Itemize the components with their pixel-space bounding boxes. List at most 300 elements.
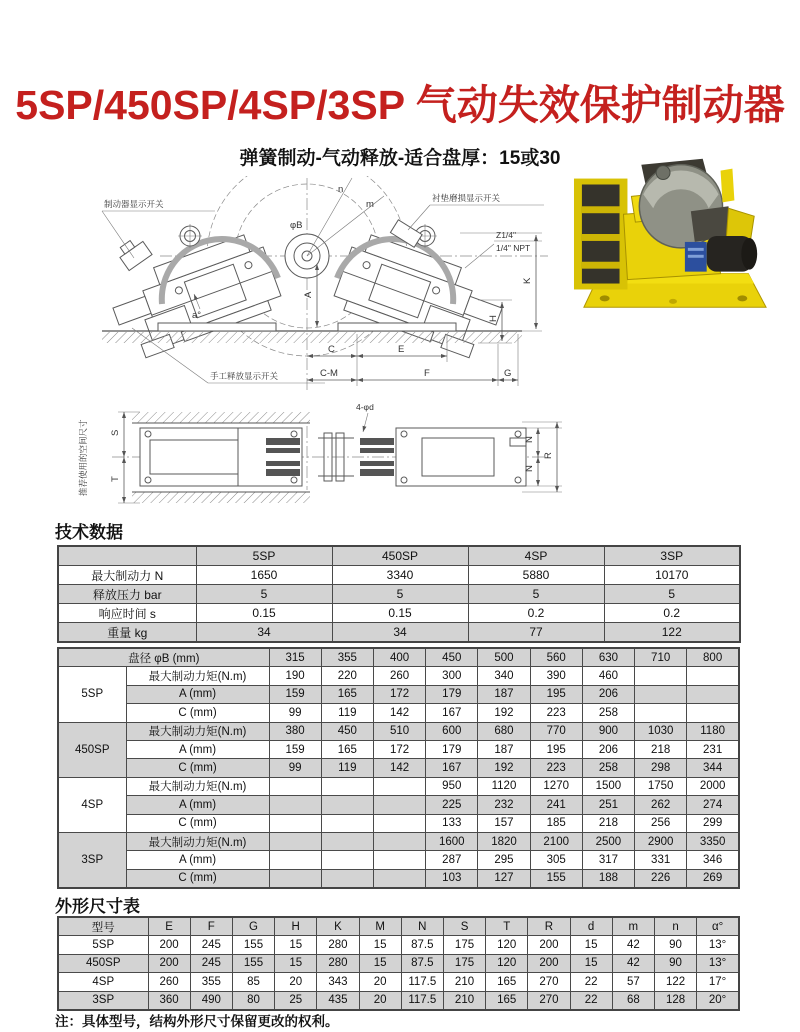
value-cell: 218 (582, 814, 634, 832)
tech-data-grid (57, 545, 741, 643)
dim-K: K (522, 277, 533, 284)
dim-column-header: α° (697, 917, 739, 936)
table-row (58, 814, 739, 832)
value-cell: 90 (654, 936, 696, 954)
value-cell: 2100 (530, 832, 582, 850)
table-row (58, 973, 739, 991)
value-cell (321, 869, 373, 888)
value-cell (321, 832, 373, 850)
table-row (58, 832, 739, 850)
model-column-header: 4SP (468, 546, 604, 566)
value-cell: 299 (687, 814, 739, 832)
value-cell: 258 (582, 704, 634, 722)
value-cell: 210 (443, 973, 485, 991)
value-cell: 187 (478, 685, 530, 703)
photo-bolt-hole (669, 299, 677, 304)
value-cell: 510 (373, 722, 425, 740)
page-title: 5SP/450SP/4SP/3SP 气动失效保护制动器 (15, 82, 785, 128)
row-label: 最大制动力矩(N.m) (126, 777, 269, 795)
dim-column-header: n (654, 917, 696, 936)
value-cell: 2500 (582, 832, 634, 850)
value-cell: 165 (321, 685, 373, 703)
value-cell: 179 (426, 685, 478, 703)
value-cell: 13° (697, 954, 739, 972)
value-cell: 87.5 (401, 954, 443, 972)
value-cell: 262 (635, 796, 687, 814)
dim-angle: a° (192, 310, 202, 321)
value-cell: 85 (232, 973, 274, 991)
photo-left-bar (582, 262, 620, 269)
value-cell: 120 (486, 954, 528, 972)
diameter-header-cell: 560 (530, 648, 582, 667)
value-cell: 155 (232, 936, 274, 954)
value-cell (635, 704, 687, 722)
brake-engineering-drawing (70, 176, 580, 518)
value-cell (687, 704, 739, 722)
photo-cylinder-end (741, 238, 757, 270)
value-cell: 360 (148, 991, 190, 1010)
value-cell: 251 (582, 796, 634, 814)
value-cell: 245 (190, 936, 232, 954)
value-cell: 1180 (687, 722, 739, 740)
value-cell: 770 (530, 722, 582, 740)
value-cell: 5 (604, 585, 740, 604)
value-cell: 300 (426, 667, 478, 685)
value-cell: 68 (612, 991, 654, 1010)
value-cell: 355 (190, 973, 232, 991)
value-cell: 298 (635, 759, 687, 777)
value-cell: 120 (486, 936, 528, 954)
value-cell: 5 (196, 585, 332, 604)
value-cell: 119 (321, 704, 373, 722)
model-label: 3SP (58, 991, 148, 1010)
value-cell: 3350 (687, 832, 739, 850)
value-cell: 260 (148, 973, 190, 991)
value-cell: 80 (232, 991, 274, 1010)
model-column-header: 5SP (196, 546, 332, 566)
value-cell: 220 (321, 667, 373, 685)
dim-R: R (543, 452, 554, 459)
value-cell: 1600 (426, 832, 478, 850)
brake-switch-part (115, 235, 152, 271)
brake-photo-illustration (572, 156, 775, 314)
value-cell: 218 (635, 740, 687, 758)
value-cell: 460 (582, 667, 634, 685)
dim-column-header: H (275, 917, 317, 936)
value-cell: 5 (332, 585, 468, 604)
value-cell: 34 (196, 623, 332, 643)
table-row (58, 917, 739, 936)
disc-diameter-table (57, 647, 740, 889)
callout-pad-wear-switch: 衬垫磨损显示开关 (432, 193, 501, 203)
value-cell: 245 (190, 954, 232, 972)
value-cell: 200 (528, 954, 570, 972)
holes-leader (363, 413, 368, 432)
value-cell: 223 (530, 704, 582, 722)
value-cell: 490 (190, 991, 232, 1010)
row-label: 重量 kg (58, 623, 196, 643)
dim-F: F (424, 368, 430, 379)
value-cell: 343 (317, 973, 359, 991)
table-row (58, 566, 740, 585)
dim-S: S (110, 429, 121, 436)
value-cell: 175 (443, 936, 485, 954)
value-cell (635, 667, 687, 685)
table-row (58, 759, 739, 777)
row-label: C (mm) (126, 814, 269, 832)
value-cell: 1650 (196, 566, 332, 585)
table-row (58, 623, 740, 643)
value-cell: 133 (426, 814, 478, 832)
value-cell: 231 (687, 740, 739, 758)
row-label: 释放压力 bar (58, 585, 196, 604)
dim-N-top: N (524, 436, 535, 443)
value-cell: 600 (426, 722, 478, 740)
value-cell (269, 777, 321, 795)
value-cell: 1820 (478, 832, 530, 850)
dim-phi-b: φB (290, 220, 303, 231)
disc-diameter-header: 盘径 φB (mm) (58, 648, 269, 667)
value-cell: 155 (530, 869, 582, 888)
dim-column-header: d (570, 917, 612, 936)
value-cell: 1500 (582, 777, 634, 795)
row-label: 最大制动力矩(N.m) (126, 667, 269, 685)
value-cell: 380 (269, 722, 321, 740)
value-cell: 195 (530, 740, 582, 758)
dim-A: A (303, 291, 314, 298)
table-row (58, 954, 739, 972)
photo-bolt-hole (737, 295, 747, 301)
value-cell: 280 (317, 954, 359, 972)
dim-E: E (398, 344, 405, 355)
value-cell: 190 (269, 667, 321, 685)
value-cell: 87.5 (401, 936, 443, 954)
callout-port-thread: 1/4" NPT (496, 243, 531, 253)
row-label: 响应时间 s (58, 604, 196, 623)
photo-bolt-hole (600, 295, 610, 301)
value-cell (687, 667, 739, 685)
value-cell: 390 (530, 667, 582, 685)
value-cell (687, 685, 739, 703)
table-row (58, 777, 739, 795)
value-cell (373, 832, 425, 850)
value-cell: 165 (486, 973, 528, 991)
value-cell: 206 (582, 685, 634, 703)
space-hatch-top (132, 412, 310, 423)
value-cell: 20 (359, 991, 401, 1010)
value-cell (269, 851, 321, 869)
value-cell: 900 (582, 722, 634, 740)
dim-table-heading: 外形尺寸表 (55, 897, 140, 916)
topview-left-assembly (140, 428, 302, 486)
diameter-header-cell: 710 (635, 648, 687, 667)
value-cell: 280 (317, 936, 359, 954)
value-cell (635, 685, 687, 703)
value-cell: 25 (275, 991, 317, 1010)
foot-right (338, 323, 456, 331)
table-row (58, 796, 739, 814)
value-cell: 20° (697, 991, 739, 1010)
value-cell: 159 (269, 685, 321, 703)
value-cell: 117.5 (401, 973, 443, 991)
value-cell: 225 (426, 796, 478, 814)
value-cell: 195 (530, 685, 582, 703)
value-cell: 172 (373, 740, 425, 758)
model-label: 5SP (58, 936, 148, 954)
value-cell: 22 (570, 973, 612, 991)
diameter-header-cell: 400 (373, 648, 425, 667)
value-cell: 0.2 (468, 604, 604, 623)
value-cell: 172 (373, 685, 425, 703)
value-cell: 2900 (635, 832, 687, 850)
dim-column-header: E (148, 917, 190, 936)
dim-column-header: M (359, 917, 401, 936)
value-cell (321, 777, 373, 795)
value-cell: 200 (528, 936, 570, 954)
value-cell: 119 (321, 759, 373, 777)
row-label: C (mm) (126, 869, 269, 888)
radial-n (307, 178, 352, 256)
value-cell: 305 (530, 851, 582, 869)
dim-column-header: G (232, 917, 274, 936)
value-cell: 5 (468, 585, 604, 604)
value-cell (373, 869, 425, 888)
model-label: 4SP (58, 777, 126, 832)
value-cell: 187 (478, 740, 530, 758)
value-cell: 57 (612, 973, 654, 991)
value-cell: 42 (612, 936, 654, 954)
value-cell: 256 (635, 814, 687, 832)
callout-leader (102, 211, 134, 258)
tech-data-heading: 技术数据 (55, 523, 123, 542)
value-cell: 1270 (530, 777, 582, 795)
dim-n: n (338, 184, 344, 195)
value-cell: 42 (612, 954, 654, 972)
value-cell: 287 (426, 851, 478, 869)
table-row (58, 704, 739, 722)
value-cell: 950 (426, 777, 478, 795)
value-cell: 15 (275, 954, 317, 972)
dim-column-header: S (443, 917, 485, 936)
row-label: A (mm) (126, 740, 269, 758)
value-cell: 0.15 (332, 604, 468, 623)
value-cell: 99 (269, 759, 321, 777)
value-cell (269, 832, 321, 850)
value-cell: 15 (359, 936, 401, 954)
tech-data-table (57, 545, 740, 643)
dimension-grid (57, 916, 740, 1011)
ground-hatch (102, 332, 522, 343)
value-cell (269, 814, 321, 832)
dim-m: m (366, 199, 374, 210)
value-cell: 117.5 (401, 991, 443, 1010)
space-hatch-bottom (132, 492, 310, 503)
value-cell: 165 (486, 991, 528, 1010)
row-label: C (mm) (126, 704, 269, 722)
value-cell (321, 814, 373, 832)
value-cell: 223 (530, 759, 582, 777)
value-cell: 20 (275, 973, 317, 991)
value-cell: 260 (373, 667, 425, 685)
value-cell: 34 (332, 623, 468, 643)
diameter-header-cell: 355 (321, 648, 373, 667)
table-row (58, 869, 739, 888)
value-cell: 142 (373, 759, 425, 777)
dim-column-header: m (612, 917, 654, 936)
value-cell: 258 (582, 759, 634, 777)
value-cell: 13° (697, 936, 739, 954)
value-cell: 1120 (478, 777, 530, 795)
corner-cell (58, 546, 196, 566)
row-label: A (mm) (126, 796, 269, 814)
value-cell: 331 (635, 851, 687, 869)
dim-T: T (110, 476, 121, 482)
value-cell: 10170 (604, 566, 740, 585)
model-label: 5SP (58, 667, 126, 722)
value-cell (269, 869, 321, 888)
table-row (58, 604, 740, 623)
model-column-header: 3SP (604, 546, 740, 566)
row-label: 最大制动力矩(N.m) (126, 722, 269, 740)
model-label: 4SP (58, 973, 148, 991)
dim-column-header: T (486, 917, 528, 936)
value-cell: 20 (359, 973, 401, 991)
value-cell: 15 (275, 936, 317, 954)
value-cell (373, 851, 425, 869)
diameter-header-cell: 630 (582, 648, 634, 667)
dim-C: C (328, 344, 335, 355)
callout-port-size: Z1/4" (496, 230, 517, 240)
value-cell: 15 (570, 954, 612, 972)
dim-G: G (504, 368, 512, 379)
value-cell: 344 (687, 759, 739, 777)
value-cell (373, 796, 425, 814)
value-cell: 128 (654, 991, 696, 1010)
model-label: 3SP (58, 832, 126, 888)
dim-column-header: R (528, 917, 570, 936)
value-cell: 206 (582, 740, 634, 758)
dim-N-bottom: N (524, 465, 535, 472)
value-cell: 435 (317, 991, 359, 1010)
technical-drawing (70, 176, 580, 518)
footer-note: 注：具体型号，结构外形尺寸保留更改的权利。 (55, 1014, 339, 1029)
value-cell: 346 (687, 851, 739, 869)
value-cell: 22 (570, 991, 612, 1010)
model-label: 450SP (58, 954, 148, 972)
table-row (58, 685, 739, 703)
value-cell: 210 (443, 991, 485, 1010)
value-cell: 90 (654, 954, 696, 972)
table-row (58, 722, 739, 740)
value-cell: 317 (582, 851, 634, 869)
value-cell: 15 (570, 936, 612, 954)
table-row (58, 851, 739, 869)
row-label: 最大制动力 N (58, 566, 196, 585)
value-cell: 192 (478, 704, 530, 722)
photo-lifting-eye (656, 166, 670, 180)
value-cell (373, 814, 425, 832)
row-label: 最大制动力矩(N.m) (126, 832, 269, 850)
diameter-header-cell: 315 (269, 648, 321, 667)
value-cell: 185 (530, 814, 582, 832)
disc-diameter-grid (57, 647, 740, 889)
foot-left (158, 323, 276, 331)
value-cell: 200 (148, 954, 190, 972)
value-cell (269, 796, 321, 814)
value-cell: 167 (426, 704, 478, 722)
value-cell: 192 (478, 759, 530, 777)
value-cell: 142 (373, 704, 425, 722)
value-cell: 1750 (635, 777, 687, 795)
callout-space-note: 推荐使用的空间尺寸 (78, 419, 88, 496)
value-cell: 17° (697, 973, 739, 991)
value-cell: 77 (468, 623, 604, 643)
table-row (58, 740, 739, 758)
value-cell: 5880 (468, 566, 604, 585)
table-row (58, 667, 739, 685)
product-photo (572, 156, 775, 314)
model-label: 450SP (58, 722, 126, 777)
value-cell: 175 (443, 954, 485, 972)
value-cell: 270 (528, 973, 570, 991)
model-column-header: 450SP (332, 546, 468, 566)
dim-column-header: N (401, 917, 443, 936)
value-cell: 188 (582, 869, 634, 888)
value-cell: 165 (321, 740, 373, 758)
value-cell: 99 (269, 704, 321, 722)
value-cell: 167 (426, 759, 478, 777)
photo-left-bar (582, 234, 620, 241)
value-cell: 226 (635, 869, 687, 888)
table-row (58, 936, 739, 954)
table-row (58, 546, 740, 566)
model-column-title: 型号 (58, 917, 148, 936)
value-cell: 127 (478, 869, 530, 888)
value-cell: 450 (321, 722, 373, 740)
dim-CM: C-M (320, 368, 338, 379)
dim-column-header: K (317, 917, 359, 936)
table-row (58, 648, 739, 667)
value-cell: 274 (687, 796, 739, 814)
page-subtitle: 弹簧制动-气动释放-适合盘厚：15或30 (239, 148, 561, 169)
value-cell (321, 796, 373, 814)
value-cell: 200 (148, 936, 190, 954)
photo-label-line (688, 248, 704, 251)
value-cell: 0.15 (196, 604, 332, 623)
table-row (58, 585, 740, 604)
photo-left-bar (582, 206, 620, 213)
diameter-header-cell: 800 (687, 648, 739, 667)
diameter-header-cell: 450 (426, 648, 478, 667)
callout-brake-switch: 制动器显示开关 (104, 199, 164, 209)
row-label: A (mm) (126, 685, 269, 703)
value-cell: 157 (478, 814, 530, 832)
value-cell: 0.2 (604, 604, 740, 623)
value-cell: 232 (478, 796, 530, 814)
photo-tab (721, 169, 735, 203)
value-cell (373, 777, 425, 795)
value-cell: 270 (528, 991, 570, 1010)
dim-H: H (488, 315, 499, 322)
value-cell: 122 (604, 623, 740, 643)
dim-column-header: F (190, 917, 232, 936)
diameter-header-cell: 500 (478, 648, 530, 667)
value-cell: 241 (530, 796, 582, 814)
value-cell: 179 (426, 740, 478, 758)
value-cell: 159 (269, 740, 321, 758)
table-row (58, 991, 739, 1010)
callout-manual-release-switch: 手工释放显示开关 (210, 371, 279, 381)
